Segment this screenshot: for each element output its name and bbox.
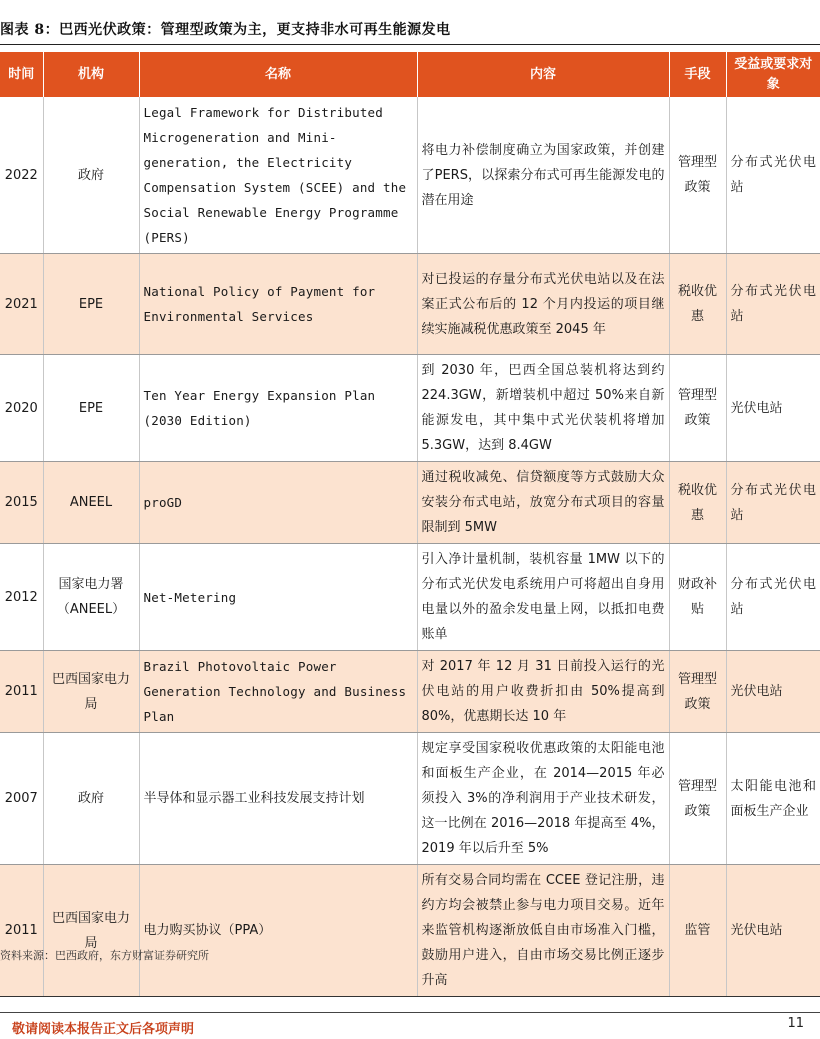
cell-name: proGD	[139, 462, 417, 544]
table-row	[0, 544, 820, 651]
cell-name: 电力购买协议（PPA）	[139, 865, 417, 997]
cell-target: 光伏电站	[726, 355, 820, 462]
table-row	[0, 462, 820, 544]
cell-target: 光伏电站	[726, 865, 820, 997]
cell-name: Legal Framework for Distributed Microgeneration and Mini-generation, the Electricity Compensation System (SCEE) and the Social Renewable Energy Programme (PERS)	[139, 97, 417, 254]
cell-year: 2022	[0, 97, 43, 254]
cell-means: 财政补贴	[669, 544, 726, 651]
cell-content: 将电力补偿制度确立为国家政策，并创建了PERS，以探索分布式可再生能源发电的潜在用途	[417, 97, 669, 254]
page-number: 11	[787, 1016, 804, 1031]
cell-target: 分布式光伏电站	[726, 97, 820, 254]
cell-means: 税收优惠	[669, 462, 726, 544]
cell-name: National Policy of Payment for Environmental Services	[139, 254, 417, 355]
cell-target: 太阳能电池和面板生产企业	[726, 733, 820, 865]
cell-target: 光伏电站	[726, 651, 820, 733]
cell-agency: EPE	[43, 355, 139, 462]
cell-year: 2007	[0, 733, 43, 865]
source-note: 资料来源：巴西政府，东方财富证券研究所	[0, 949, 209, 962]
table-row	[0, 97, 820, 254]
header-name: 名称	[139, 52, 417, 97]
cell-means: 管理型政策	[669, 97, 726, 254]
header-means: 手段	[669, 52, 726, 97]
cell-name: Brazil Photovoltaic Power Generation Technology and Business Plan	[139, 651, 417, 733]
table-row	[0, 865, 820, 997]
cell-year: 2020	[0, 355, 43, 462]
footer-divider	[0, 1012, 820, 1013]
title-divider	[0, 44, 820, 45]
cell-target: 分布式光伏电站	[726, 544, 820, 651]
cell-means: 管理型政策	[669, 355, 726, 462]
cell-means: 税收优惠	[669, 254, 726, 355]
header-year: 时间	[0, 52, 43, 97]
cell-agency: 政府	[43, 733, 139, 865]
header-content: 内容	[417, 52, 669, 97]
cell-year: 2015	[0, 462, 43, 544]
cell-target: 分布式光伏电站	[726, 462, 820, 544]
cell-means: 监管	[669, 865, 726, 997]
cell-agency: 政府	[43, 97, 139, 254]
cell-content: 通过税收减免、信贷额度等方式鼓励大众安装分布式电站，放宽分布式项目的容量限制到 5MW	[417, 462, 669, 544]
cell-year: 2012	[0, 544, 43, 651]
table-row	[0, 254, 820, 355]
table-header-row	[0, 52, 820, 97]
cell-agency: 巴西国家电力局	[43, 651, 139, 733]
cell-year: 2011	[0, 865, 43, 997]
table-row	[0, 651, 820, 733]
cell-target: 分布式光伏电站	[726, 254, 820, 355]
cell-year: 2021	[0, 254, 43, 355]
cell-agency: 国家电力署（ANEEL）	[43, 544, 139, 651]
cell-content: 对 2017 年 12 月 31 日前投入运行的光伏电站的用户收费折扣由 50%提高到 80%，优惠期长达 10 年	[417, 651, 669, 733]
cell-content: 到 2030 年，巴西全国总装机将达到约 224.3GW，新增装机中超过 50%来自新能源发电，其中集中式光伏装机将增加 5.3GW，达到 8.4GW	[417, 355, 669, 462]
header-agency: 机构	[43, 52, 139, 97]
table-row	[0, 733, 820, 865]
cell-agency: 巴西国家电力局	[43, 865, 139, 997]
cell-means: 管理型政策	[669, 733, 726, 865]
cell-content: 对已投运的存量分布式光伏电站以及在法案正式公布后的 12 个月内投运的项目继续实施减税优惠政策至 2045 年	[417, 254, 669, 355]
cell-means: 管理型政策	[669, 651, 726, 733]
disclaimer-text: 敬请阅读本报告正文后各项声明	[12, 1022, 195, 1037]
cell-name: Ten Year Energy Expansion Plan (2030 Edition)	[139, 355, 417, 462]
cell-name: Net-Metering	[139, 544, 417, 651]
header-target: 受益或要求对象	[726, 52, 820, 97]
policy-table	[0, 52, 820, 997]
cell-agency: EPE	[43, 254, 139, 355]
cell-agency: ANEEL	[43, 462, 139, 544]
cell-content: 引入净计量机制，装机容量 1MW 以下的分布式光伏发电系统用户可将超出自身用电量以外的盈余发电量上网，以抵扣电费账单	[417, 544, 669, 651]
cell-year: 2011	[0, 651, 43, 733]
cell-content: 规定享受国家税收优惠政策的太阳能电池和面板生产企业，在 2014—2015 年必须投入 3%的净利润用于产业技术研发，这一比例在 2016—2018 年提高至 4%，2019 年以后升至 5%	[417, 733, 669, 865]
cell-content: 所有交易合同均需在 CCEE 登记注册，违约方均会被禁止参与电力项目交易。近年来监管机构逐渐放低自由市场准入门槛，鼓励用户进入，自由市场交易比例正逐步升高	[417, 865, 669, 997]
figure-title: 图表 8：巴西光伏政策：管理型政策为主，更支持非水可再生能源发电	[0, 22, 451, 38]
cell-name: 半导体和显示器工业科技发展支持计划	[139, 733, 417, 865]
table-row	[0, 355, 820, 462]
